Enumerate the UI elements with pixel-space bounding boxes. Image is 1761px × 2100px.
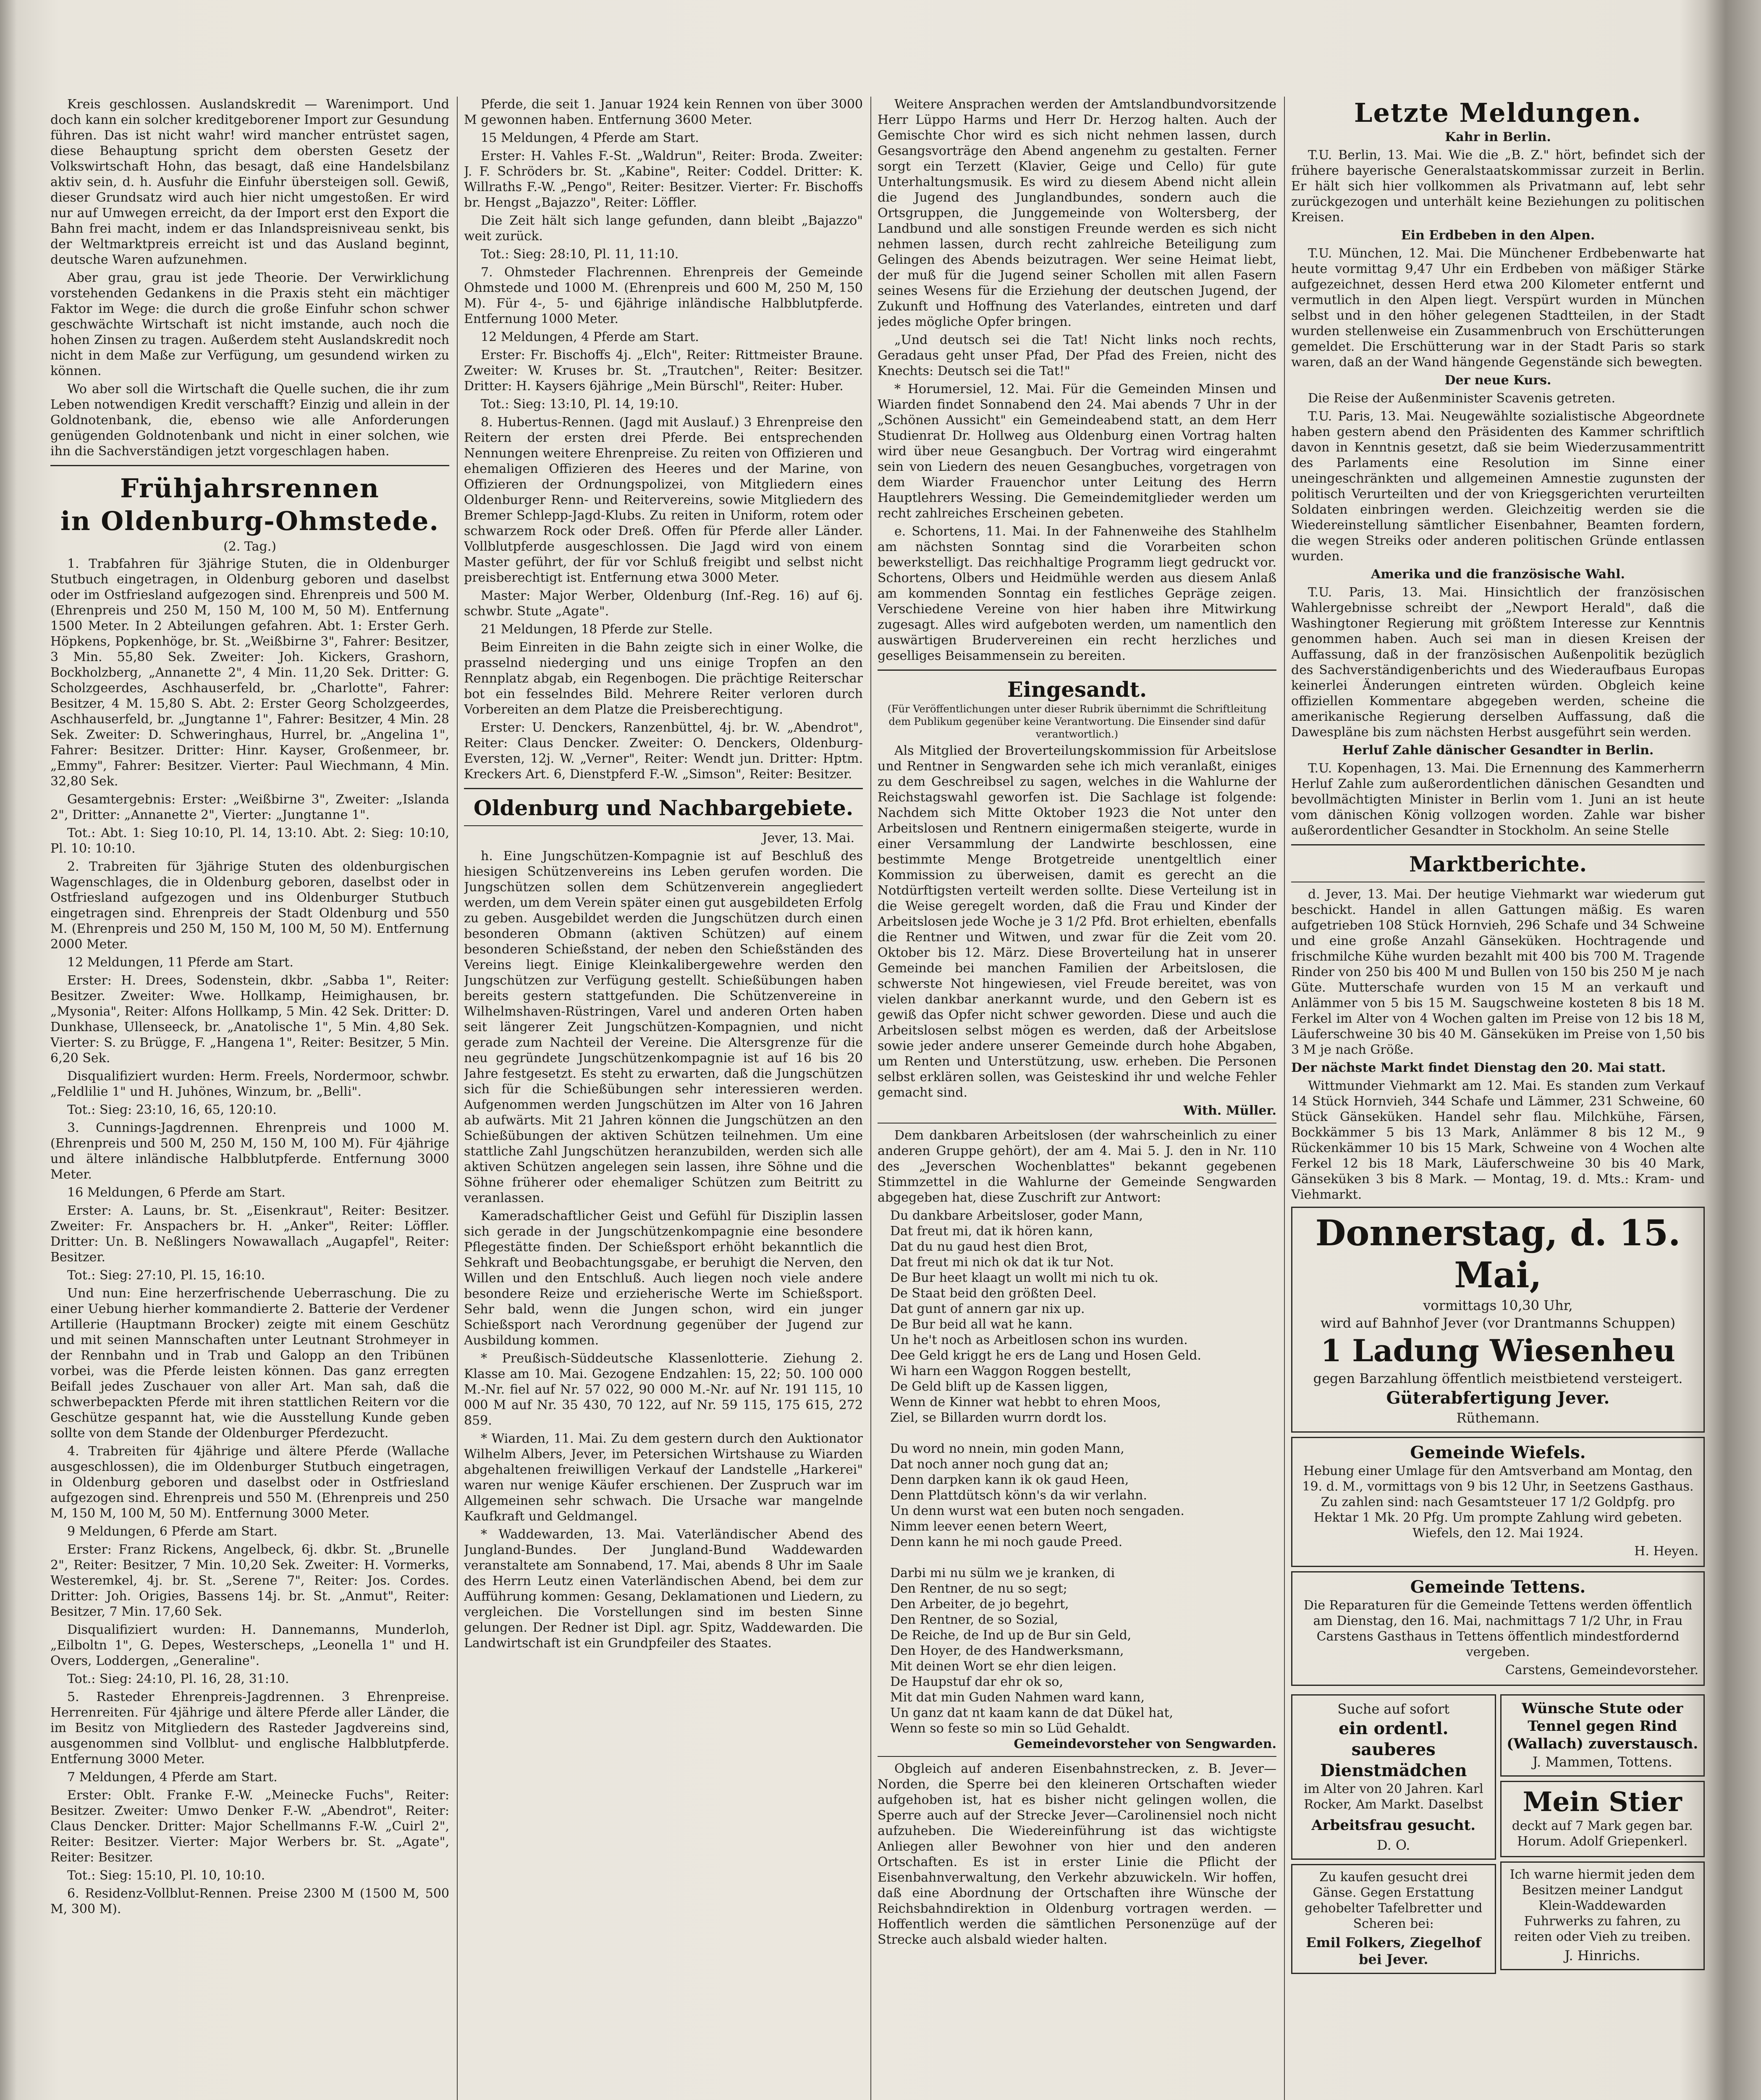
- column-rule: [457, 97, 458, 2100]
- article-text: Erster: U. Denckers, Ranzenbüttel, 4j. br. W. „Abendrot", Reiter: Claus Dencker. Zweiter: O. Denckers, Oldenburg-Eversten, 12j. W. „Verner", Reiter: Wendt jun. Dritter: Hptm. Kreckers Art. 6, Dienstpferd F.-W. „Simson", Reiter: Besitzer.: [464, 720, 863, 782]
- column-rule: [870, 97, 871, 2100]
- ad-bull: [1500, 1781, 1705, 1857]
- poem-line: Mit deinen Wort se ehr dien leigen.: [890, 1659, 1116, 1674]
- divider: [50, 465, 449, 466]
- ad-text: deckt auf 7 Mark gegen bar. Horum. Adolf Griepenkerl.: [1512, 1819, 1693, 1849]
- ad-sign: Rüthemann.: [1456, 1410, 1540, 1426]
- article-text: Tot.: Abt. 1: Sieg 10:10, Pl. 14, 13:10. Abt. 2: Sieg: 10:10, Pl. 10: 10:10.: [50, 826, 449, 856]
- poem-line: Mit dat min Guden Nahmen ward kann,: [890, 1690, 1145, 1705]
- poem-line: Denn darpken kann ik ok gaud Heen,: [890, 1473, 1129, 1487]
- poem-line: Wenn so feste so min so Lüd Gehaldt.: [890, 1721, 1130, 1736]
- ad-gemeinde-wiefels: [1291, 1437, 1705, 1567]
- poem-line: Dat noch anner noch gung dat an;: [890, 1457, 1109, 1472]
- poem-line: Den Arbeiter, de jo begehrt,: [890, 1597, 1069, 1612]
- article-text: 21 Meldungen, 18 Pferde zur Stelle.: [481, 622, 713, 637]
- article-text: 16 Meldungen, 6 Pferde am Start.: [67, 1185, 286, 1200]
- article-text: Pferde, die seit 1. Januar 1924 kein Rennen von über 3000 M gewonnen haben. Entfernung 3600 Meter.: [464, 97, 863, 127]
- article-text: 7 Meldungen, 4 Pferde am Start.: [67, 1770, 278, 1785]
- article-text: Disqualifiziert wurden: Herm. Freels, Nordermoor, schwbr. „Feldlilie 1" und H. Juhönes, Winzum, br. „Belli".: [50, 1069, 449, 1099]
- ad-pre: Suche auf sofort: [1337, 1701, 1450, 1717]
- ad-title: Gemeinde Tettens.: [1410, 1577, 1586, 1597]
- article-text: Erster: Franz Rickens, Angelbeck, 6j. dkbr. St. „Brunelle 2", Reiter: Besitzer, 7 Min. 10,20 Sek. Zweiter: H. Vormerks, Westeremkel, 4j. br. St. „Serene 7", Reiter: Jos. Cordes. Dritter: Joh. Origies, Bassens 14j. br. St. „Anmut", Reiter: Besitzer, 7 Min. 17,60 Sek.: [50, 1542, 449, 1619]
- disclaimer-note: (Für Veröffentlichungen unter dieser Rubrik übernimmt die Schriftleitung dem Publikum gegenüber keine Verantwortung. Die Einsender sind dafür verantwortlich.): [887, 703, 1267, 740]
- poem-line: De Reiche, de Ind up de Bur sin Geld,: [890, 1628, 1132, 1643]
- poem: [878, 1208, 1276, 1736]
- poem-intro: Dem dankbaren Arbeitslosen (der wahrscheinlich zu einer anderen Gruppe gehört), der am 4. Mai 5. J. den in Nr. 110 des „Jeverschen Wochenblattes" bekannt gegebenen Stimmzettel in die Wahlurne der Gemeinde Sengwarden abgegeben hat, diese Zuschrift zur Antwort:: [878, 1128, 1276, 1205]
- article-text: Tot.: Sieg: 27:10, Pl. 15, 16:10.: [67, 1268, 265, 1283]
- letter-text: Obgleich auf anderen Eisenbahnstrecken, z. B. Jever—Norden, die Sperre bei den kleineren Ortschaften wieder aufgehoben ist, hat es bisher nicht gelingen wollen, die Sperre auch auf der Strecke Jever—Carolinensiel noch nicht aufzuheben. Die Wiedereinführung ist das wichtigste Anliegen aller Bewohner von hier und den anderen Ortschaften. Es ist in erster Linie die Pflicht der Eisenbahnverwaltung, den Verkehr abzuwickeln. Wir hoffen, daß eine Abordnung der Ortschaften ihre Wünsche der Reichsbahndirektion in Oldenburg vortragen werden. — Hoffentlich werden die sämtlichen Personenzüge auf der Strecke auch alsbald wieder halten.: [878, 1761, 1276, 1947]
- news-text: Die Reise der Außenminister Scavenis getreten.: [1308, 391, 1616, 406]
- race-results-continued: [464, 97, 863, 782]
- poem-line: Dat gunt of annern gar nix up.: [890, 1302, 1085, 1316]
- article-text: 3. Cunnings-Jagdrennen. Ehrenpreis und 1000 M. (Ehrenpreis und 500 M, 250 M, 150 M, 100 M). Für 4jährige und ältere inländische Halbblutpferde. Entfernung 3000 Meter.: [50, 1121, 449, 1182]
- poem-line: Ziel, se Billarden wurrn dordt los.: [890, 1410, 1107, 1425]
- column-1: [50, 97, 449, 2100]
- poem-line: Denn kann he mi noch gaude Preed.: [890, 1535, 1123, 1549]
- article-text: Die Zeit hält sich lange gefunden, dann bleibt „Bajazzo" weit zurück.: [464, 213, 863, 244]
- poem-line: De Bur heet klaagt un wollt mi nich tu ok.: [890, 1270, 1158, 1285]
- ad-sign: Carstens, Gemeindevorsteher.: [1505, 1663, 1698, 1677]
- news-heading: Kahr in Berlin.: [1445, 130, 1551, 144]
- article-text: Tot.: Sieg: 23:10, 16, 65, 120:10.: [67, 1102, 277, 1117]
- news-heading: Ein Erdbeben in den Alpen.: [1401, 228, 1595, 243]
- poem-line: Dat du nu gaud hest dien Brot,: [890, 1239, 1088, 1254]
- article-text: Aber grau, grau ist jede Theorie. Der Verwirklichung vorstehenden Gedankens in die Praxis steht ein mächtiger Faktor im Wege: die durch die große Einfuhr schon schwer geschwächte Wirtschaft ist nicht imstande, auch noch die hohen Zinsen zu tragen. Außerdem steht Auslandskredit noch nicht in dem Maße zur Verfügung, um gesundend wirken zu können.: [50, 270, 449, 378]
- article-text: 8. Hubertus-Rennen. (Jagd mit Auslauf.) 3 Ehrenpreise den Reitern der ersten drei Pferde. Bei entsprechenden Nennungen weitere Ehrenpreise. Zu reiten von Offizieren und ehemaligen Offizieren des Heeres und der Marine, von Offizieren der Ordnungspolizei, von Mitgliedern eines Oldenburger Renn- und Reitervereins, sowie Mitgliedern des Bremer Schlepp-Jagd-Klubs. Zu reiten in Uniform, rotem oder schwarzem Rock oder Dreß. Offen für Pferde aller Länder. Vollblutpferde ausgeschlossen. Die Jagd wird von einem Master geführt, der für vor Schluß freigibt und selbst nicht preisberechtigt ist. Entfernung etwa 3000 Meter.: [464, 415, 863, 585]
- small-ads-right: [1500, 1690, 1705, 1978]
- article-text: Erster: Oblt. Franke F.-W. „Meinecke Fuchs", Reiter: Besitzer. Zweiter: Umwo Denker F.-W. „Abendrot", Reiter: Claus Dencker. Dritter: Major Schellmanns F.-W. „Cuirl 2", Reiter: Besitzer. Vierter: Major Werbers br. St. „Agate", Reiter: Besitzer.: [50, 1788, 449, 1865]
- article-text: 12 Meldungen, 4 Pferde am Start.: [481, 330, 699, 344]
- article-text: * Preußisch-Süddeutsche Klassenlotterie. Ziehung 2. Klasse am 10. Mai. Gezogene Endzahlen: 15, 22; 50. 100 000 M.-Nr. fiel auf Nr. 57 022, 90 000 M.-Nr. auf Nr. 191 115, 10 000 M auf Nr. 35 430, 70 122, auf Nr. 59 115, 175 615, 272 859.: [464, 1351, 863, 1428]
- ad-warning: [1500, 1861, 1705, 1970]
- poem-line: Dee Geld kriggt he ers de Lang und Hosen Geld.: [890, 1348, 1201, 1363]
- section-title-market: Marktberichte.: [1409, 852, 1587, 877]
- headline-races-location: in Oldenburg-Ohmstede.: [60, 506, 439, 536]
- article-text: 1. Trabfahren für 3jährige Stuten, die in Oldenburger Stutbuch eingetragen, in Oldenburg geboren und daselbst oder im Ostfriesland aufgezogen sind. Ehrenpreis und 500 M. (Ehrenpreis und 250 M, 150 M, 100 M, 50 M). Entfernung 1500 Meter. In 2 Abteilungen gefahren. Abt. 1: Erster Gerh. Höpkens, Popkenhöge, br. St. „Weißbirne 3", Fahrer: Besitzer, 3 Min. 55,80 Sek. Zweiter: Joh. Kickers, Grashorn, Bockholzberg, „Annanette 2", 4 Min. 11,20 Sek. Dritter: G. Scholzgeerdes, Aschhauserfeld, br. „Charlotte", Fahrer: Besitzer, 4 M. 15,80 S. Abt. 2: Erster Georg Scholzgeerdes, Aschhauserfeld, br. „Jungtanne 1", Fahrer: Besitzer, 4 Min. 28 Sek. Zweiter: D. Schweringhaus, Hurrel, br. „Angelina 1", Fahrer: Besitzer. Dritter: Hinr. Kayser, Großenmeer, br. „Emmy", Fahrer: Besitzer. Vierter: Paul Wiechmann, 4 Min. 32,80 Sek.: [50, 556, 449, 789]
- poem-line: Dat freut mi, dat ik hören kann,: [890, 1224, 1093, 1239]
- article-text: Erster: H. Drees, Sodenstein, dkbr. „Sabba 1", Reiter: Besitzer. Zweiter: Wwe. Hollkamp, Heimighausen, br. „Mysonia", Reiter: Alfons Hollkamp, 5 Min. 42 Sek. Dritter: D. Dunkhase, Ullenseeck, br. „Anatolische 1", 5 Min. 4,80 Sek. Vierter: S. zu Brügge, F. „Hangena 1", Reiter: Besitzer, 5 Min. 6,20 Sek.: [50, 973, 449, 1066]
- poem-line: [878, 1550, 1276, 1565]
- section-title-submitted: Eingesandt.: [1007, 677, 1147, 702]
- ad-sub: Arbeitsfrau gesucht.: [1311, 1817, 1476, 1834]
- article-text: 12 Meldungen, 11 Pferde am Start.: [67, 955, 294, 970]
- ad-sign: D. O.: [1377, 1837, 1410, 1853]
- article-text: Tot.: Sieg: 24:10, Pl. 16, 28, 31:10.: [67, 1672, 289, 1686]
- letter-signature: With. Müller.: [1183, 1103, 1276, 1118]
- ad-sign: J. Mammen, Tottens.: [1532, 1754, 1672, 1770]
- poem-line: Du word no nnein, min goden Mann,: [890, 1441, 1124, 1456]
- poem-line: Un ganz dat nt kaam kann de dat Dükel hat,: [890, 1706, 1174, 1720]
- market-report: d. Jever, 13. Mai. Der heutige Viehmarkt war wiederum gut beschickt. Handel in allen Gattungen mäßig. Es waren aufgetrieben 108 Stück Hornvieh, 296 Schafe und 34 Schweine und eine große Anzahl Gänseküken. Hochtragende und frischmilche Kühe wurden bezahlt mit 400 bis 700 M. Tragende Rinder von 250 bis 400 M und Bullen von 150 bis 250 M je nach Güte. Mutterschafe wurden von 15 M an verkauft und Anlämmer von 5 bis 15 M. Saugschweine kosteten 8 bis 18 M. Ferkel im Alter von 4 Wochen galten im Preise von 12 bis 18 M, Läuferschweine 30 bis 40 M. Gänseküken im Preise von 1,50 bis 3 M je nach Größe.: [1291, 887, 1705, 1057]
- article-text: 15 Meldungen, 4 Pferde am Start.: [481, 131, 699, 145]
- article-text: Erster: A. Launs, br. St. „Eisenkraut", Reiter: Besitzer. Zweiter: Fr. Anspachers br. H. „Anker", Reiter: Löffler. Dritter: Un. B. Neßlingers Nowawallach „Augapfel", Reiter: Besitzer.: [50, 1203, 449, 1265]
- article-text: „Und deutsch sei die Tat! Nicht links noch rechts, Geradaus geht unser Pfad, Der Pfad des Freien, nicht des Knechts: Deutsch sei die Tat!": [878, 333, 1276, 378]
- poem-line: Wi harn een Waggon Roggen bestellt,: [890, 1364, 1132, 1378]
- market-next: Der nächste Markt findet Dienstag den 20. Mai statt.: [1291, 1060, 1666, 1075]
- article-text: 4. Trabreiten für 4jährige und ältere Pferde (Wallache ausgeschlossen), die im Oldenburger Stutbuch eingetragen, in Oldenburg geboren und daselbst oder in Ostfriesland aufgezogen sind. Ehrenpreis und 550 M. (Ehrenpreis und 250 M, 150 M, 100 M, 50 M). Entfernung 3000 Meter.: [50, 1444, 449, 1521]
- regional-news: [464, 848, 863, 1651]
- market-report: Wittmunder Viehmarkt am 12. Mai. Es standen zum Verkauf 14 Stück Hornvieh, 344 Schafe und Lämmer, 231 Schweine, 60 Stück Gänseküken. Handel sehr flau. Milchkühe, Färsen, Bockkämmer 5 bis 13 Mark, Anlämmer 8 bis 12 M., 9 Rückenkämmer 10 bis 15 Mark, Schweine von 4 Wochen alte Ferkel 12 bis 18 Mark, Läuferschweine 30 bis 40 Mark, Gänseküken 3 bis 8 Mark. — Montag, 19. d. Mts.: Kram- und Viehmarkt.: [1291, 1079, 1705, 1202]
- divider: [878, 669, 1276, 671]
- poem-line: Den Rentner, de nu so segt;: [890, 1581, 1067, 1596]
- article-text: Erster: Fr. Bischoffs 4j. „Elch", Reiter: Rittmeister Braune. Zweiter: W. Kruses br. St. „Trautchen", Reiter: Besitzer. Dritter: H. Kaysers 6jährige „Mein Bürschl", Reiter: Huber.: [464, 348, 863, 394]
- news-text: T.U. Kopenhagen, 13. Mai. Die Ernennung des Kammerherrn Herluf Zahle zum außerordentlichen dänischen Gesandten und bevollmächtigten Minister in Berlin vom 1. Juni an ist heute vom dänischen König vollzogen worden. Zahle war bisher außerordentlicher Gesandter in Stockholm. An seine Stelle: [1291, 761, 1705, 838]
- section-title-latest-news: Letzte Meldungen.: [1354, 97, 1642, 128]
- ad-title: Wünsche Stute oder Tennel gegen Rind (Wallach) zuverstausch.: [1507, 1700, 1698, 1752]
- column-4: [1291, 97, 1705, 2100]
- ad-hay-auction: [1291, 1207, 1705, 1433]
- poem-line: Denn Plattdütsch könn's da wir verlahn.: [890, 1488, 1147, 1503]
- article-text: Erster: H. Vahles F.-St. „Waldrun", Reiter: Broda. Zweiter: J. F. Schröders br. St. „Kabine", Reiter: Coddel. Dritter: K. Willraths F.-W. „Pengo", Reiter: Besitzer. Vierter: Fr. Bischoffs br. Hengst „Bajazzo", Reiter: Löffler.: [464, 149, 863, 210]
- news-text: T.U. Berlin, 13. Mai. Wie die „B. Z." hört, befindet sich der frühere bayerische Generalstaatskommissar zurzeit in Berlin. Er hält sich hier vollkommen als Privatmann auf, lebt sehr zurückgezogen und unterhält keine Beziehungen zu politischen Kreisen.: [1291, 148, 1705, 225]
- letter-text: Als Mitglied der Broverteilungskommission für Arbeitslose und Rentner in Sengwarden sehe ich mich veranlaßt, einiges zu dem Geschreibsel zu sagen, welches in die Wahlurne der Reichstagswahl geworfen ist. Die Sachlage ist folgende: Nachdem sich Mitte Oktober 1923 die Not unter den Arbeitslosen und Rentnern einigermaßen steigerte, wurde in einer Versammlung der Landwirte beschlossen, eine bestimmte Menge Brotgetreide unentgeltlich einer Kommission zu überweisen, damit es gerecht an die Notdürftigsten verteilt werden sollte. Diese Verteilung ist in die Weise geregelt worden, daß die Frau und Kinder der Arbeitslosen jede Woche je 3 1/2 Pfd. Brot erhielten, ebenfalls die Rentner und Witwen, und zwar für die Zeit vom 20. Oktober bis 12. März. Diese Broverteilung hat in unserer Gemeinde bei manchen Familien der Arbeitslosen, die schwerste Not hingewiesen, viel Freude bereitet, was von vielen dankbar anerkannt wurde, und den Gebern ist es gewiß das Opfer nicht schwer geworden. Diese und auch die Arbeitslosen selbst mögen es werden, daß der Arbeitslose sowie jeder andere unserer Gemeinde durch hohe Abgaben, um Renten und Unterstützung, usw. erheben. Die Personen selbst erklären sollen, was Geisteskind ihr und welche Fehler gemacht sind.: [878, 743, 1276, 1100]
- ad-day: Donnerstag, d. 15. Mai,: [1315, 1212, 1681, 1296]
- article-text: * Waddewarden, 13. Mai. Vaterländischer Abend des Jungland-Bundes. Der Jungland-Bund Waddewarden veranstaltete am Sonnabend, 17. Mai, abends 8 Uhr im Saale des Herrn Leutz einen Vaterländischen Abend, bei dem zur Aufführung kommen: Gesang, Deklamationen und Liedern, zu vergleichen. Die Vorstellungen sind im besten Sinne gelungen. Der Redner ist Dipl. agr. Spitz, Waddewarden. Die Landwirtschaft ist ein Grundpfeiler des Staates.: [464, 1527, 863, 1651]
- article-text: Beim Einreiten in die Bahn zeigte sich in einer Wolke, die prasselnd niederging und uns einige Tropfen an den Rennplatz abgab, ein Regenbogen. Die prächtige Reiterschar bot ein fesselndes Bild. Mehrere Reiter verloren durch Vorbereiten an dem Platze die Preisberechtigung.: [464, 640, 863, 717]
- ad-maid-wanted: [1291, 1694, 1496, 1860]
- ad-place: wird auf Bahnhof Jever (vor Drantmanns Schuppen): [1320, 1315, 1676, 1331]
- ad-title: Gemeinde Wiefels.: [1410, 1443, 1586, 1462]
- article-text: 9 Meldungen, 6 Pferde am Start.: [67, 1524, 278, 1539]
- newspaper-page: [50, 97, 1705, 2100]
- poem-line: Darbi mi nu sülm we je kranken, di: [890, 1566, 1115, 1580]
- column-3: [878, 97, 1276, 2100]
- subhead: (2. Tag.): [223, 539, 276, 554]
- poem-line: Un he't noch as Arbeitlosen schon ins wurden.: [890, 1333, 1188, 1347]
- news-heading: Herluf Zahle dänischer Gesandter in Berlin.: [1342, 743, 1654, 758]
- ad-geese-wanted: [1291, 1864, 1496, 1974]
- divider: [1291, 844, 1705, 845]
- article-text: Tot.: Sieg: 28:10, Pl. 11, 11:10.: [481, 247, 679, 262]
- ad-text: Hebung einer Umlage für den Amtsverband am Montag, den 19. d. M., vormittags von 9 bis 12 Uhr, in Seetzens Gasthaus. Zu zahlen sind: nach Gesamtsteuer 17 1/2 Goldpfg. pro Hektar 1 Mk. 20 Pfg. Um prompte Zahlung wird gebeten. Wiefels, den 12. Mai 1924.: [1302, 1464, 1694, 1541]
- regional-news-continued: [878, 97, 1276, 664]
- article-text: e. Schortens, 11. Mai. In der Fahnenweihe des Stahlhelm am nächsten Sonntag sind die Vorarbeiten schon bewerkstelligt. Das reichhaltige Programm liegt gedruckt vor. Schortens, Olbers und Heidmühle werden aus diesem Anlaß am kommenden Sonntag ein festliches Gepräge zeigen. Verschiedene Vereine von hier haben ihre Mitwirkung zugesagt. Alles wird aufgeboten werden, um namentlich den auswärtigen Brudervereinen ein recht herzliches und geselliges Beisammensein zu bereiten.: [878, 524, 1276, 663]
- poem-line: Dat freut mi nich ok dat ik tur Not.: [890, 1255, 1114, 1270]
- poem-line: De Staat beid den größten Deel.: [890, 1286, 1097, 1301]
- divider: [464, 825, 863, 826]
- poem-line: Den Hoyer, de des Handwerksmann,: [890, 1643, 1124, 1658]
- news-heading: Amerika und die französische Wahl.: [1371, 567, 1625, 582]
- poem-line: Wenn de Kinner wat hebbt to ehren Moos,: [890, 1395, 1161, 1410]
- ad-org: Güterabfertigung Jever.: [1386, 1388, 1610, 1408]
- article-text: Kreis geschlossen. Auslandskredit — Warenimport. Und doch kann ein solcher kreditgeborener Import zur Gesundung führen. Das ist nicht wahr! wird mancher entrüstet sagen, diese Behauptung spricht dem obersten Gesetz der Volkswirtschaft Hohn, das besagt, daß eine Handelsbilanz aktiv sein, d. h. Ausfuhr die Einfuhr übersteigen soll. Gewiß, dieser Grundsatz wird auch hier nicht umgestoßen. Er wird nur auf Umwegen erreicht, da der Import erst den Export die Bahn frei macht, indem er das Inlandspreisniveau senkt, bis der Weltmarktpreis erreicht ist und das Ausland beginnt, deutsche Waren aufzunehmen.: [50, 97, 449, 267]
- article-text: Wo aber soll die Wirtschaft die Quelle suchen, die ihr zum Leben notwendigen Kredit verschafft? Einzig und allein in der Goldnotenbank, die, ebenso wie alle Anforderungen genügenden Goldnotenbank und nicht in einer solchen, wie ihn die Sachverständigen jetzt vorgeschlagen haben.: [50, 382, 449, 459]
- article-text: 2. Trabreiten für 3jährige Stuten des oldenburgischen Wagenschlages, die in Oldenburg geboren, daselbst oder in Ostfriesland aufgezogen und ins Oldenburger Stutbuch eingetragen sind. Ehrenpreis der Stadt Oldenburg und 550 M. (Ehrenpreis und 250 M, 150 M, 100 M, 50 M). Entfernung 2000 Meter.: [50, 859, 449, 952]
- poem-signature: Gemeindevorsteher von Sengwarden.: [1014, 1737, 1276, 1751]
- headline-races: Frühjahrsrennen: [120, 473, 380, 504]
- divider: [878, 1756, 1276, 1757]
- ad-time: vormittags 10,30 Uhr,: [1423, 1297, 1573, 1313]
- dateline: Jever, 13. Mai.: [762, 831, 854, 845]
- article-text: Gesamtergebnis: Erster: „Weißbirne 3", Zweiter: „Islanda 2", Dritter: „Annanette 2", Vierter: „Jungtanne 1".: [50, 792, 449, 822]
- news-text: T.U. München, 12. Mai. Die Münchener Erdbebenwarte hat heute vormittag 9,47 Uhr ein Erdbeben von mäßiger Stärke aufgezeichnet, dessen Herd etwa 200 Kilometer entfernt und vermutlich in den Alpen liegt. Verspürt wurden in München selbst und in den höher gelegenen Stadtteilen, in der Stadt wurden stellenweise ein Zusammenbruch von Erschütterungen gemeldet. Die Erschütterung war in der Stadt Paris so stark waren, daß an der Wand hängende Gegenstände sich bewegten.: [1291, 246, 1705, 370]
- ad-item: 1 Ladung Wiesenheu: [1321, 1333, 1675, 1368]
- article-text: 6. Residenz-Vollblut-Rennen. Preise 2300 M (1500 M, 500 M, 300 M).: [50, 1886, 449, 1916]
- ad-sign: H. Heyen.: [1634, 1544, 1698, 1559]
- poem-line: De Geld blift up de Kassen liggen,: [890, 1379, 1108, 1394]
- poem-line: Den Rentner, de so Sozial,: [890, 1612, 1059, 1627]
- article-text: Master: Major Werber, Oldenburg (Inf.-Reg. 16) auf 6j. schwbr. Stute „Agate".: [464, 588, 863, 619]
- ad-terms: gegen Barzahlung öffentlich meistbietend versteigert.: [1313, 1370, 1683, 1386]
- column-rule: [1284, 97, 1285, 2100]
- ad-mare-exchange: [1500, 1694, 1705, 1777]
- small-ads-left: [1291, 1690, 1496, 1978]
- poem-line: [878, 1425, 1276, 1441]
- poem-line: Un denn wurst wat een buten noch sengaden.: [890, 1504, 1184, 1518]
- divider: [878, 1123, 1276, 1124]
- ad-text: Zu kaufen gesucht drei Gänse. Gegen Erstattung gehobelter Tafelbretter und Scheren bei:: [1305, 1870, 1483, 1931]
- column-2: [464, 97, 863, 2100]
- ad-sign: J. Hinrichs.: [1564, 1948, 1640, 1964]
- ad-text: Die Reparaturen für die Gemeinde Tettens werden öffentlich am Dienstag, den 16. Mai, nachmittags 7 1/2 Uhr, in Frau Carstens Gasthaus in Tettens öffentlich mindestfordernd vergeben.: [1303, 1598, 1693, 1659]
- divider: [464, 788, 863, 789]
- news-text: T.U. Paris, 13. Mai. Hinsichtlich der französischen Wahlergebnisse schreibt der „Newport Herald", daß die Washingtoner Regierung mit größtem Interesse zur Kenntnis genommen haben. Auch sei man in diesen Kreisen der Auffassung, daß in der französischen Außenpolitik bezüglich des Sachverständigenberichts und des Wiederaufbaus Europas keinerlei Änderungen eintreten würden. Obgleich keine offiziellen Kommentare abgegeben werden, scheine die amerikanische Regierung derselben Auffassung, daß die Dawespläne bis zum nächsten Herbst ausgeführt sein werden.: [1291, 585, 1705, 740]
- article-text: Disqualifiziert wurden: H. Dannemanns, Munderloh, „Eilboltn 1", G. Depes, Westerscheps, „Leonella 1" und H. Overs, Loddergen, „Generaline".: [50, 1622, 449, 1668]
- latest-news: [1291, 129, 1705, 838]
- article-text: Tot.: Sieg: 15:10, Pl. 10, 10:10.: [67, 1868, 265, 1883]
- article-text: * Wiarden, 11. Mai. Zu dem gestern durch den Auktionator Wilhelm Albers, Jever, im Petersichen Wirtshause zu Wiarden abgehaltenen freiwilligen Verkauf der Landstelle „Harkerei" waren nur wenige Käufer erschienen. Der Zuspruch war im Allgemeinen sehr schwach. Die Ursache war mangelnde Kaufkraft und Geldmangel.: [464, 1431, 863, 1524]
- ad-text: Ich warne hiermit jeden dem Besitzen meiner Landgut Klein-Waddewarden Fuhrwerks zu fahren, zu reiten oder Vieh zu treiben.: [1509, 1867, 1695, 1944]
- ad-gemeinde-tettens: [1291, 1571, 1705, 1686]
- race-results: [50, 556, 449, 1917]
- poem-line: De Haupstuf dar ehr ok so,: [890, 1675, 1064, 1689]
- news-heading: Der neue Kurs.: [1444, 373, 1551, 388]
- news-text: T.U. Paris, 13. Mai. Neugewählte sozialistische Abgeordnete haben gestern abend den Präsidenten des Kammer schriftlich davon in Kenntnis gesetzt, daß sie beim Wiederzusammentritt des Parlaments eine Resolution im Sinne einer uneingeschränkten und allgemeinen Amnestie zugunsten der politisch Verurteilten und der von Kriegsgerichten verurteilten Soldaten einbringen werden. Gleichzeitig werden sie die Wiedereinstellung sämtlicher Eisenbahner, Beamten fordern, die wegen Streiks oder anderen politischen Gründe entlassen wurden.: [1291, 409, 1705, 564]
- small-ads: [1291, 1690, 1705, 1978]
- poem-line: Du dankbare Arbeitsloser, goder Mann,: [890, 1208, 1143, 1223]
- ad-sign: Emil Folkers, Ziegelhof bei Jever.: [1306, 1935, 1481, 1967]
- article-text: h. Eine Jungschützen-Kompagnie ist auf Beschluß des hiesigen Schützenvereins ins Leben gerufen worden. Die Jungschützen sollen dem Schützenverein angegliedert werden, um dem Verein später einen gut ausgebildeten Erfolg zu geben. Ausgebildet werden die Jungschützen durch einen besonderen Obmann (aktiven Schützen) auf einem besonderen Schießstand, der neben den Schießständen des Vereins liegt. Einige Kleinkalibergewehre werden den Jungschützen zur Verfügung gestellt. Schießübungen haben bereits gestern stattgefunden. Die Schützenvereine in Wilhelmshaven-Rüstringen, Varel und anderen Orten haben seit längerer Zeit Jungschützen-Kompagnien, und nicht gerade zum Nachteil der Vereine. Die Altersgrenze für die neu gegründete Jungschützenkompagnie ist auf 16 bis 20 Jahre festgesetzt. Es steht zu erwarten, daß die Jungschützen sich für die Schießübungen sehr interessieren werden. Aufgenommen werden Jungschützen im Alter von 16 Jahren ab aufwärts. Mit 21 Jahren können die Jungschützen an den Schießübungen der aktiven Schützen teilnehmen. Um eine stattliche Zahl Jungschützen heranzubilden, werden sich alle aktiven Schützen angelegen sein lassen, ihre Söhne und die Söhne früherer oder ehemaliger Schützen zum Beitritt zu veranlassen.: [464, 849, 863, 1205]
- poem-line: De Bur beid all wat he kann.: [890, 1317, 1073, 1332]
- article-text: 7. Ohmsteder Flachrennen. Ehrenpreis der Gemeinde Ohmstede und 1000 M. (Ehrenpreis und 600 M, 250 M, 150 M). Für 4-, 5- und 6jährige inländische Halbblutpferde. Entfernung 1000 Meter.: [464, 265, 863, 326]
- article-text: Weitere Ansprachen werden der Amtslandbundvorsitzende Herr Lüppo Harms und Herr Dr. Herzog halten. Auch der Gemischte Chor wird es sich nicht nehmen lassen, durch Gesangsvorträge den Abend angenehm zu gestalten. Ferner sorgt ein Terzett (Klavier, Geige und Cello) für gute Unterhaltungsmusik. Es wird zu diesem Abend nicht allein die Jugend des Junglandbundes, sondern auch die Ortsgruppen, die Junggemeinde von Woltersberg, der Landbund und alle sonstigen Freunde werden es sich nicht nehmen lassen, durch recht zahlreiche Beteiligung zum Gelingen des Abends beizutragen. Wer seine Heimat liebt, der muß für die Jugend seiner Schollen mit allen Fasern seines Wesens für die Erziehung der deutschen Jugend, der Zukunft und Hoffnung des Vaterlandes, eintreten und darf jedes mögliche Opfer bringen.: [878, 97, 1276, 329]
- ad-title: ein ordentl. sauberes Dienstmädchen: [1320, 1719, 1467, 1780]
- ad-title: Mein Stier: [1523, 1786, 1682, 1818]
- article-text: Tot.: Sieg: 13:10, Pl. 14, 19:10.: [481, 397, 679, 412]
- article-text: 5. Rasteder Ehrenpreis-Jagdrennen. 3 Ehrenpreise. Herrenreiten. Für 4jährige und ältere Pferde aller Länder, die im Besitz von Mitgliedern des Rasteder Jagdvereins sind, ausgenommen sind Vollblut- und englische Halbblutpferde. Entfernung 3000 Meter.: [50, 1690, 449, 1767]
- section-title-regional: Oldenburg und Nachbargebiete.: [473, 795, 854, 820]
- poem-line: Nimm leever eenen betern Weert,: [890, 1519, 1108, 1534]
- ad-text: im Alter von 20 Jahren. Karl Rocker, Am Markt. Daselbst: [1303, 1782, 1483, 1812]
- article-text: Und nun: Eine herzerfrischende Ueberraschung. Die zu einer Uebung hierher kommandierte 2. Batterie der Verdener Artillerie (Hauptmann Brocker) zeigte mit einem Geschütz und mit seinen Mannschaften unter Leutnant Strohmeyer in der Rennbahn und in Trab und Galopp an den Tribünen vorbei, was die Pferde leisten können. Das ganz erregten Beifall jedes Zuschauer von aller Art. Man sah, daß die schwerbepackten Pferde mit ihren stattlichen Reitern vor die Geschütze gespannt hat, wie die Ausstellung Kunde geben sollte von dem Stande der Oldenburger Pferdezucht.: [50, 1286, 449, 1441]
- article-text: Kameradschaftlicher Geist und Gefühl für Disziplin lassen sich gerade in der Jungschützenkompagnie eine besondere Pflegestätte finden. Der Schießsport erhöht bekanntlich die Sehkraft und Beobachtungsgabe, er beruhigt die Nerven, den Willen und den Entschluß. Auch liegen noch viele andere besondere Reize und erzieherische Werte im Schießsport. Sehr bald, wenn die Jungen schon, wird ein junger Schießsport nach Verordnung gegenüber der Jugend zur Ausbildung kommen.: [464, 1209, 863, 1348]
- article-text: * Horumersiel, 12. Mai. Für die Gemeinden Minsen und Wiarden findet Sonnabend den 24. Mai abends 7 Uhr in der „Schönen Aussicht" ein Gemeindeabend statt, an dem Herr Studienrat Dr. Hollweg aus Oldenburg einen Vortrag halten wird über neue Gesangbuch. Der Vortrag wird eingerahmt sein von Liedern des neuen Gesangbuches, vorgetragen von dem Wiarder Frauenchor unter Leitung des Herrn Hauptlehrers Wessing. Die Gemeindemitglieder werden um recht zahlreiches Erscheinen gebeten.: [878, 382, 1276, 521]
